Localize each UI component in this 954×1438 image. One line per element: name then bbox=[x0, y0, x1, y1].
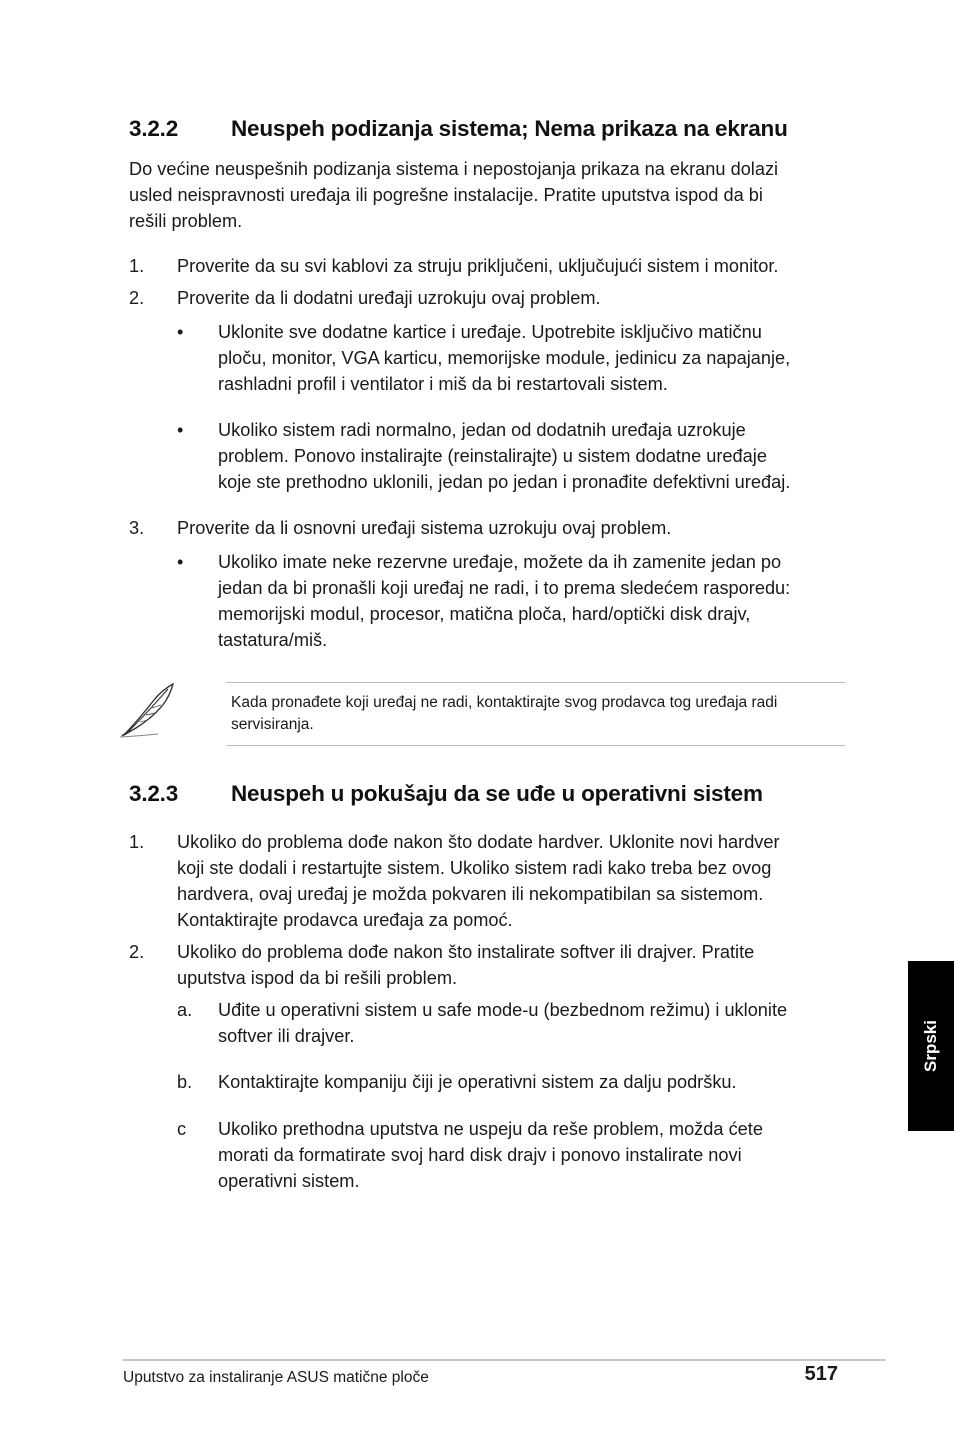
bullet-item bbox=[177, 417, 847, 495]
text-line: hardvera, ovaj uređaj je možda pokvaren ili nekompatibilan sa sistemom. bbox=[177, 884, 764, 904]
note-text bbox=[231, 692, 851, 736]
section-title: Neuspeh podizanja sistema; Nema prikaza na ekranu bbox=[231, 116, 788, 141]
list-text bbox=[177, 939, 754, 991]
text-line: morati da formatirate svoj hard disk drajv i ponovo instalirate novi bbox=[218, 1145, 742, 1165]
bullet-item bbox=[177, 549, 847, 653]
list-marker: 2. bbox=[129, 942, 145, 962]
list-marker: 1. bbox=[129, 256, 145, 276]
feather-pen-icon bbox=[118, 680, 178, 740]
bullet-marker: • bbox=[177, 322, 184, 342]
sub-list-marker: c bbox=[177, 1119, 187, 1139]
bullet-marker: • bbox=[177, 552, 184, 572]
text-line: Ukoliko do problema dođe nakon što dodate hardver. Uklonite novi hardver bbox=[177, 832, 780, 852]
list-marker: 2. bbox=[129, 288, 145, 308]
bullet-item bbox=[177, 319, 847, 397]
sub-list-marker: a. bbox=[177, 1000, 193, 1020]
language-side-tab bbox=[908, 961, 954, 1131]
text-line: softver ili drajver. bbox=[218, 1026, 355, 1046]
section-number: 3.2.3 bbox=[129, 781, 179, 806]
text-line: ploču, monitor, VGA karticu, memorijske module, jedinicu za napajanje, bbox=[218, 348, 791, 368]
note-top-rule bbox=[226, 682, 845, 683]
text-line: Do većine neuspešnih podizanja sistema i nepostojanja prikaza na ekranu dolazi bbox=[129, 159, 779, 179]
sub-list-item bbox=[177, 997, 847, 1049]
text-line: rashladni profil i ventilator i miš da bi restartovali sistem. bbox=[218, 374, 668, 394]
text-line: koji ste dodali i restartujte sistem. Ukoliko sistem radi kako treba bez ovog bbox=[177, 858, 772, 878]
text-line: Ukoliko imate neke rezervne uređaje, možete da ih zamenite jedan po bbox=[218, 552, 782, 572]
bullet-marker: • bbox=[177, 420, 184, 440]
list-item bbox=[129, 253, 849, 279]
text-line: operativni sistem. bbox=[218, 1171, 360, 1191]
text-line: servisiranja. bbox=[231, 716, 314, 733]
text-line: usled neispravnosti uređaja ili pogrešne instalacije. Pratite uputstva ispod da bi bbox=[129, 185, 763, 205]
list-item bbox=[129, 939, 849, 991]
list-marker: 3. bbox=[129, 518, 145, 538]
sub-list-item bbox=[177, 1069, 847, 1095]
text-line: memorijski modul, procesor, matična ploča, hard/optički disk drajv, bbox=[218, 604, 751, 624]
bullet-text bbox=[218, 319, 790, 397]
sub-list-item bbox=[177, 1116, 847, 1194]
list-text bbox=[177, 829, 780, 933]
sub-list-text bbox=[218, 1069, 737, 1095]
bullet-text bbox=[218, 549, 790, 653]
section-number: 3.2.2 bbox=[129, 116, 179, 141]
text-line: rešili problem. bbox=[129, 211, 243, 231]
text-line: Uđite u operativni sistem u safe mode-u (bezbednom režimu) i uklonite bbox=[218, 1000, 788, 1020]
section-223-heading bbox=[129, 781, 889, 809]
intro-paragraph bbox=[129, 156, 849, 234]
text-line: problem. Ponovo instalirajte (reinstalirajte) u sistem dodatne uređaje bbox=[218, 446, 767, 466]
footer-text: Uputstvo za instaliranje ASUS matične ploče bbox=[123, 1369, 429, 1386]
text-line: Kontaktirajte prodavca uređaja za pomoć. bbox=[177, 910, 513, 930]
sub-list-text bbox=[218, 1116, 763, 1194]
list-item bbox=[129, 515, 849, 541]
text-line: jedan da bi pronašli koji uređaj ne radi, i to prema sledećem rasporedu: bbox=[218, 578, 791, 598]
list-item bbox=[129, 829, 849, 933]
sub-list-marker: b. bbox=[177, 1072, 193, 1092]
list-text: Proverite da su svi kablovi za struju priključeni, uključujući sistem i monitor. bbox=[177, 256, 779, 276]
text-line: Kada pronađete koji uređaj ne radi, kontaktirajte svog prodavca tog uređaja radi bbox=[231, 694, 778, 711]
text-line: uputstva ispod da bi rešili problem. bbox=[177, 968, 458, 988]
text-line: Kontaktirajte kompaniju čiji je operativni sistem za dalju podršku. bbox=[218, 1072, 737, 1092]
text-line: Ukoliko sistem radi normalno, jedan od dodatnih uređaja uzrokuje bbox=[218, 420, 746, 440]
page-number: 517 bbox=[804, 1363, 838, 1385]
footer-rule bbox=[123, 1359, 886, 1361]
list-text: Proverite da li osnovni uređaji sistema uzrokuju ovaj problem. bbox=[177, 518, 672, 538]
list-marker: 1. bbox=[129, 832, 145, 852]
note-bottom-rule bbox=[226, 745, 845, 746]
text-line: Uklonite sve dodatne kartice i uređaje. Upotrebite isključivo matičnu bbox=[218, 322, 762, 342]
text-line: koje ste prethodno uklonili, jedan po jedan i pronađite defektivni uređaj. bbox=[218, 472, 791, 492]
section-title: Neuspeh u pokušaju da se uđe u operativni sistem bbox=[231, 781, 763, 806]
list-item bbox=[129, 285, 849, 311]
side-tab-label: Srpski bbox=[921, 1020, 940, 1072]
section-222-heading bbox=[129, 116, 889, 144]
text-line: tastatura/miš. bbox=[218, 630, 328, 650]
text-line: Ukoliko prethodna uputstva ne uspeju da reše problem, možda ćete bbox=[218, 1119, 763, 1139]
bullet-text bbox=[218, 417, 790, 495]
list-text: Proverite da li dodatni uređaji uzrokuju ovaj problem. bbox=[177, 288, 601, 308]
text-line: Ukoliko do problema dođe nakon što instalirate softver ili drajver. Pratite bbox=[177, 942, 755, 962]
sub-list-text bbox=[218, 997, 787, 1049]
